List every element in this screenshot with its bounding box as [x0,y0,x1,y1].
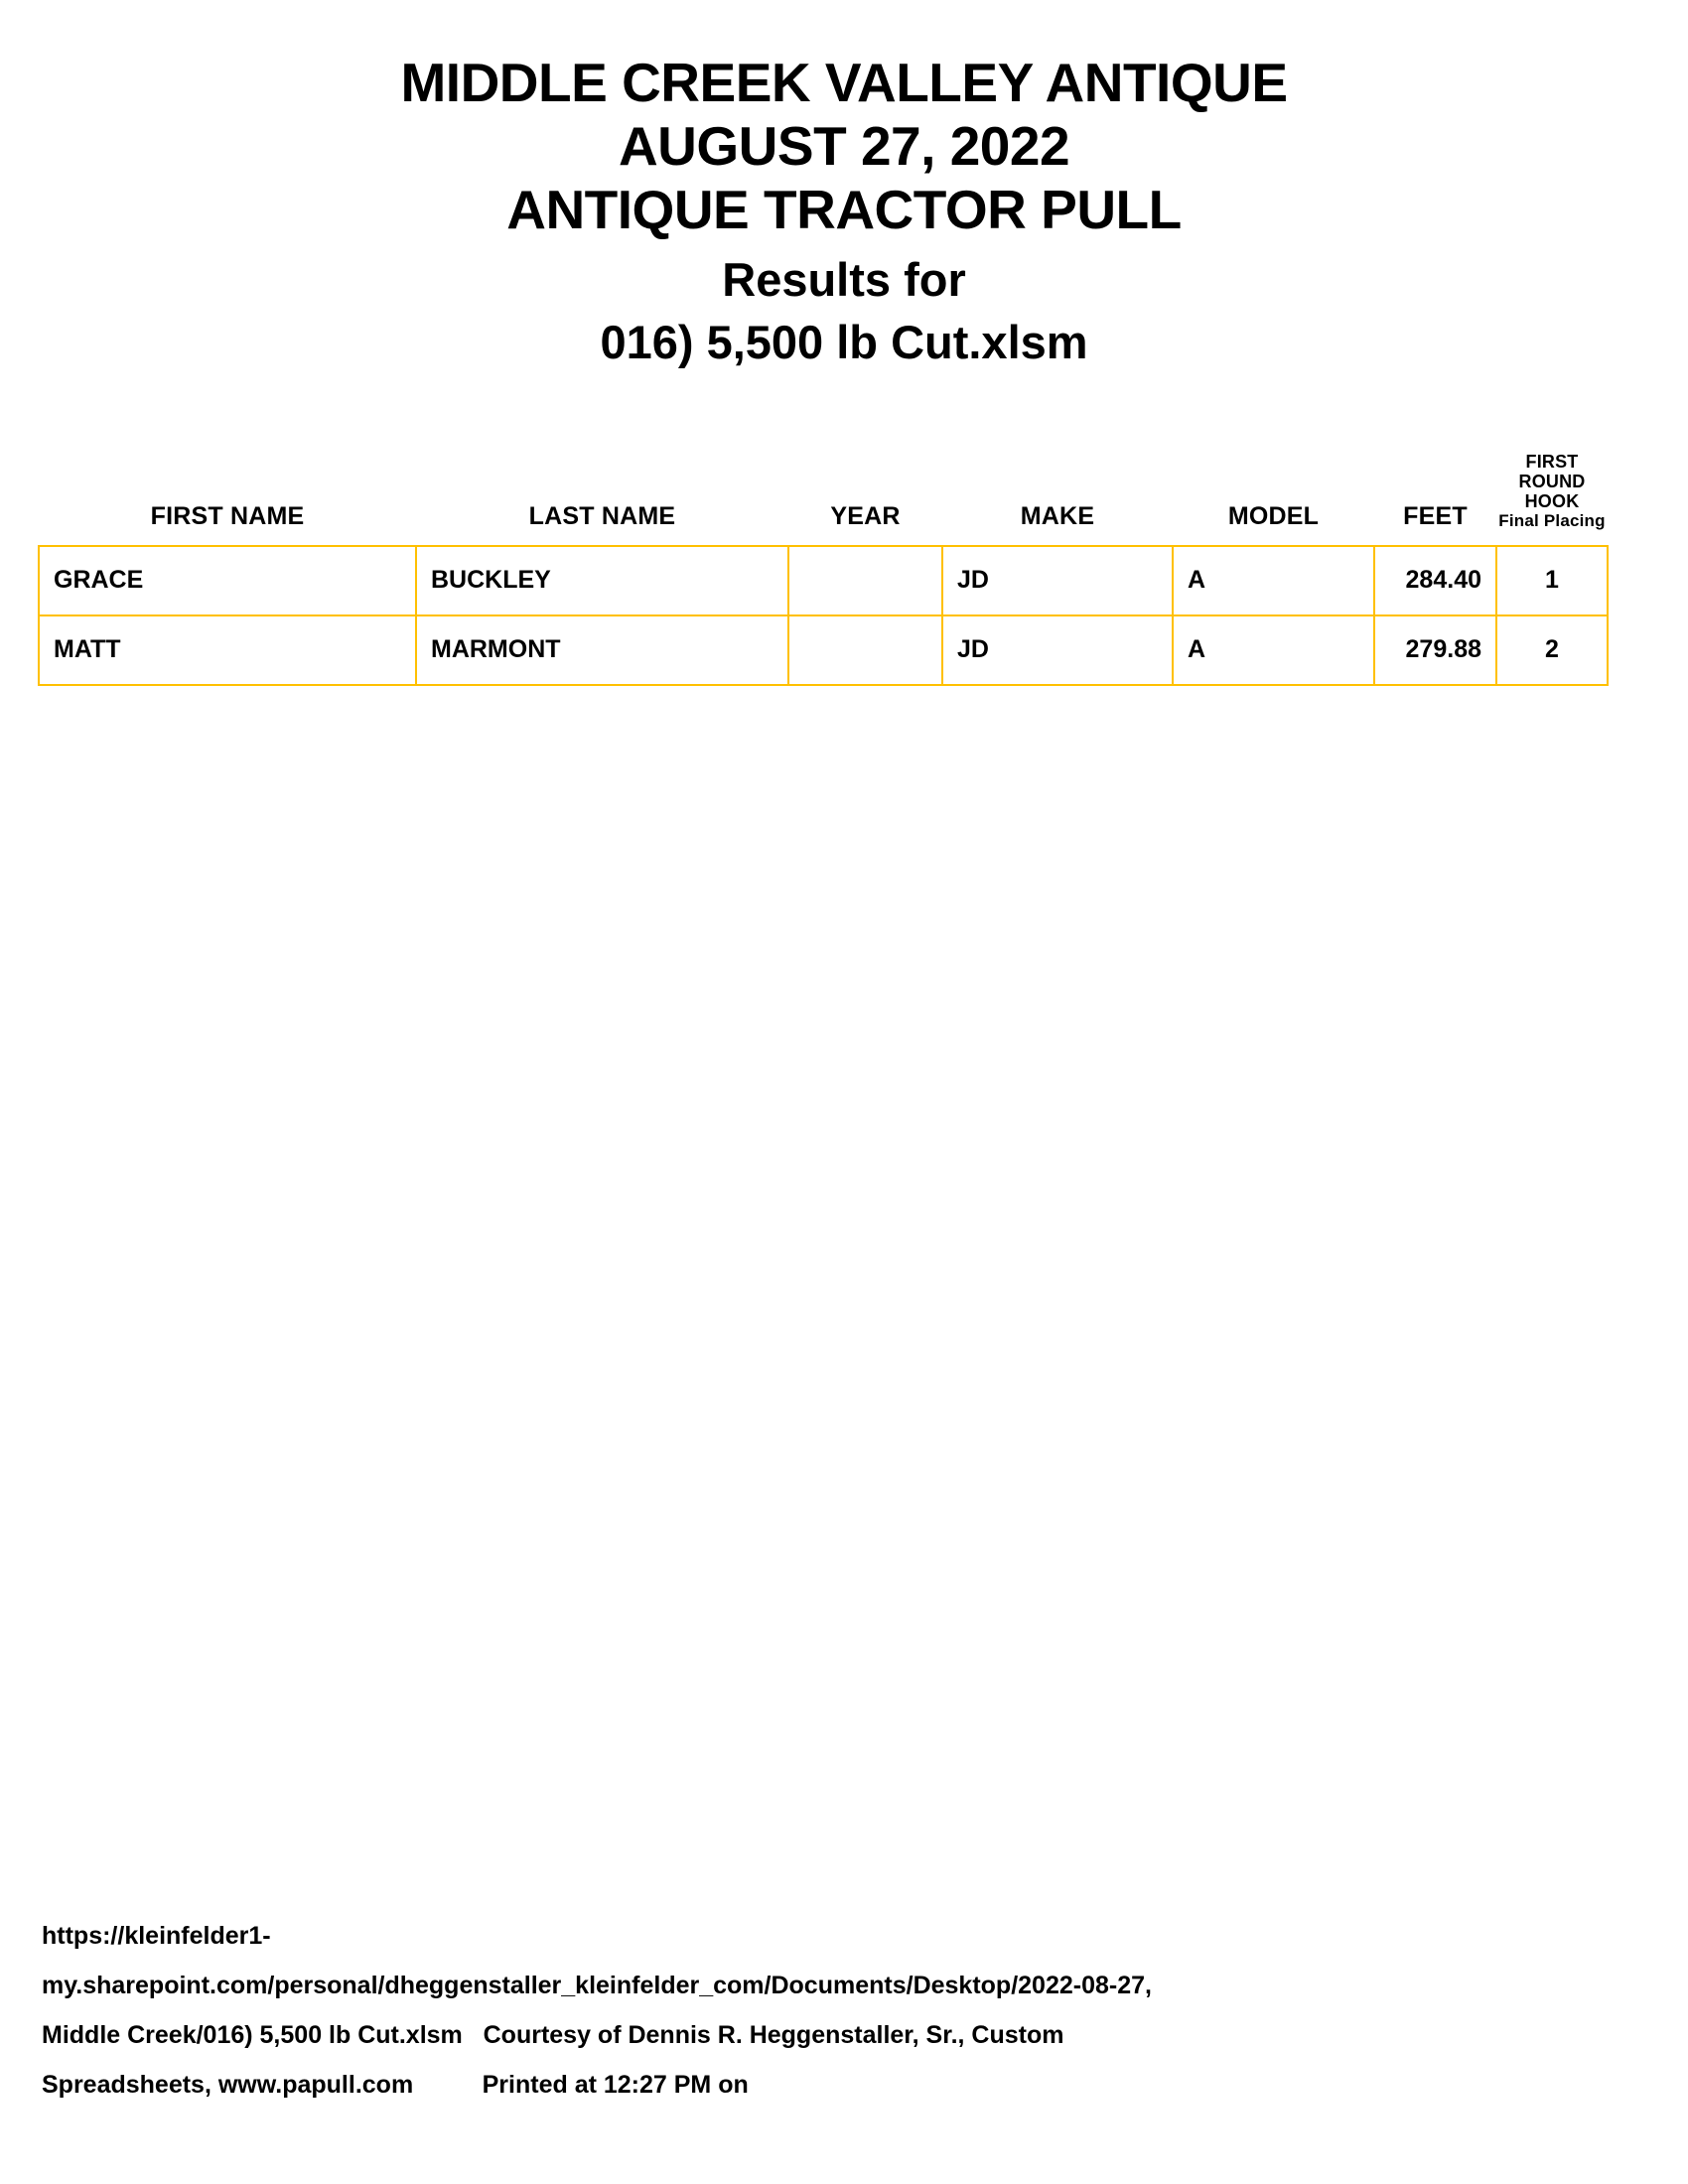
table-row [39,615,1608,685]
footer-line-2: my.sharepoint.com/personal/dheggenstaller_kleinfelder_com/Documents/Desktop/2022-08-27, [42,1972,1152,1999]
cell-last-name: BUCKLEY [416,546,788,615]
table-row [39,546,1608,615]
event-organization-title: MIDDLE CREEK VALLEY ANTIQUE [400,52,1288,113]
column-header-make: MAKE [1020,501,1095,530]
cell-year [788,546,942,615]
title-block [0,0,1688,372]
header-row [39,452,1608,546]
cell-feet: 284.40 [1374,546,1496,615]
column-header-feet: FEET [1403,501,1468,530]
cell-final-placing: 1 [1496,546,1608,615]
cell-model: A [1173,615,1374,685]
cell-make: JD [942,615,1173,685]
footer-line-3: Middle Creek/016) 5,500 lb Cut.xlsm Courtesy of Dennis R. Heggenstaller, Sr., Custom [42,2021,1064,2049]
results-table-body [39,546,1608,685]
results-table-container [38,452,1607,686]
column-header-last-name: LAST NAME [528,501,676,530]
cell-first-name: GRACE [39,546,416,615]
cell-first-name: MATT [39,615,416,685]
cell-final-placing: 2 [1496,615,1608,685]
footer-line-4: Spreadsheets, www.papull.com Printed at 12:27 PM on [42,2071,749,2099]
cell-make: JD [942,546,1173,615]
placing-header-line1: FIRST ROUND [1518,452,1586,492]
document-footer [42,1911,1591,2110]
cell-model: A [1173,546,1374,615]
placing-header-line2: HOOK [1524,491,1580,512]
results-for-label: Results for [722,253,966,307]
footer-line-1: https://kleinfelder1- [42,1922,271,1950]
column-header-first-name: FIRST NAME [150,501,305,530]
placing-header-line3: Final Placing [1498,511,1606,531]
event-name-title: ANTIQUE TRACTOR PULL [506,178,1182,240]
cell-feet: 279.88 [1374,615,1496,685]
class-file-title: 016) 5,500 lb Cut.xlsm [600,316,1088,369]
event-date-title: AUGUST 27, 2022 [618,114,1070,177]
column-header-final-placing [1496,452,1608,546]
results-table [38,452,1609,686]
results-table-header [39,452,1608,546]
column-header-model: MODEL [1227,501,1320,530]
cell-year [788,615,942,685]
cell-last-name: MARMONT [416,615,788,685]
column-header-year: YEAR [830,501,901,530]
